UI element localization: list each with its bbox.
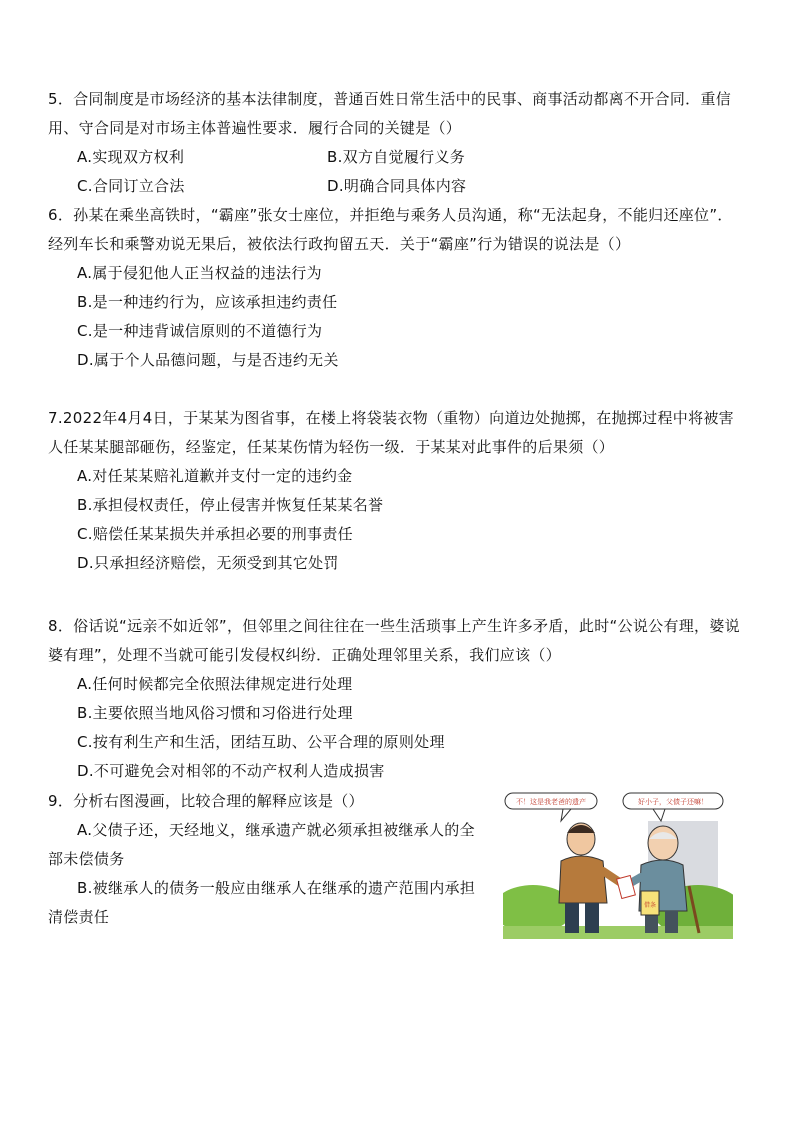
question-stem: 5．合同制度是市场经济的基本法律制度，普通百姓日常生活中的民事、商事活动都离不开合同．重信用、守合同是对市场主体普遍性要求．履行合同的关键是（） bbox=[48, 90, 732, 137]
question-stem: 6．孙某在乘坐高铁时，“霸座”张女士座位，并拒绝与乘务人员沟通，称“无法起身，不能归还座位”．经列车长和乘警劝说无果后，被依法行政拘留五天．关于“霸座”行为错误的说法是（） bbox=[48, 206, 733, 253]
bubble-right-text: 好小子，父债子还嘛！ bbox=[638, 798, 708, 806]
iou-note-text: 借条 bbox=[643, 902, 657, 909]
question-7 bbox=[48, 404, 748, 578]
option-b: B.双方自觉履行义务 bbox=[327, 148, 466, 166]
option-d: D.只承担经济赔偿，无须受到其它处罚 bbox=[77, 554, 339, 572]
option-row bbox=[48, 143, 748, 172]
option-c: C.合同订立合法 bbox=[77, 177, 185, 195]
bubble-left-text: 不！这是我老爸的遗产 bbox=[516, 798, 586, 806]
option-a: A.任何时候都完全依照法律规定进行处理 bbox=[77, 675, 353, 693]
question-stem: 8．俗话说“远亲不如近邻”，但邻里之间往往在一些生活琐事上产生许多矛盾，此时“公说公有理，婆说婆有理”，处理不当就可能引发侵权纠纷．正确处理邻里关系，我们应该（） bbox=[48, 617, 740, 664]
option-a: A.属于侵犯他人正当权益的违法行为 bbox=[77, 264, 322, 282]
option-row bbox=[48, 172, 748, 201]
option-a: A.实现双方权利 bbox=[77, 148, 185, 166]
question-stem: 9．分析右图漫画，比较合理的解释应该是（） bbox=[48, 792, 364, 810]
question-stem: 7.2022年4月4日，于某某为图省事，在楼上将袋装衣物（重物）向道边处抛掷，在抛掷过程中将被害人任某某腿部砸伤，经鉴定，任某某伤情为轻伤一级．于某某对此事件的后果须（） bbox=[48, 409, 734, 456]
option-b: B.被继承人的债务一般应由继承人在继承的遗产范围内承担清偿责任 bbox=[48, 879, 476, 926]
option-a: A.对任某某赔礼道歉并支付一定的违约金 bbox=[77, 467, 353, 485]
option-b: B.主要依照当地风俗习惯和习俗进行处理 bbox=[77, 704, 353, 722]
option-c: C.是一种违背诚信原则的不道德行为 bbox=[77, 322, 323, 340]
question-8 bbox=[48, 612, 748, 786]
question-6 bbox=[48, 201, 748, 375]
question-9 bbox=[48, 787, 488, 932]
option-d: D.明确合同具体内容 bbox=[327, 177, 467, 195]
question-5 bbox=[48, 85, 748, 201]
cartoon-illustration bbox=[503, 791, 733, 939]
option-d: D.属于个人品德问题，与是否违约无关 bbox=[77, 351, 339, 369]
option-b: B.承担侵权责任，停止侵害并恢复任某某名誉 bbox=[77, 496, 384, 514]
option-c: C.按有利生产和生活，团结互助、公平合理的原则处理 bbox=[77, 733, 445, 751]
option-d: D.不可避免会对相邻的不动产权利人造成损害 bbox=[77, 762, 385, 780]
option-c: C.赔偿任某某损失并承担必要的刑事责任 bbox=[77, 525, 353, 543]
option-b: B.是一种违约行为，应该承担违约责任 bbox=[77, 293, 338, 311]
option-a: A.父债子还，天经地义，继承遗产就必须承担被继承人的全部未偿债务 bbox=[48, 821, 475, 868]
